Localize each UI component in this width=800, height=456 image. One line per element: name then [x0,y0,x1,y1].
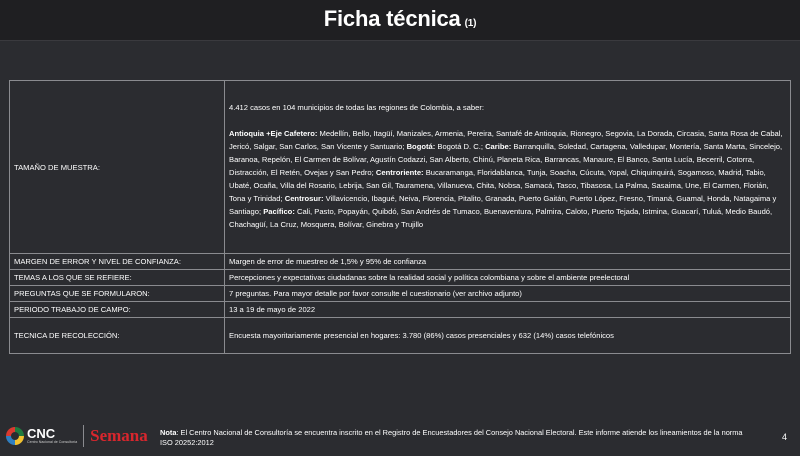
row-label: TECNICA DE RECOLECCIÓN: [10,318,225,354]
table-row [10,270,791,286]
region-municipalities: Villavicencio, Ibagué, Neiva, Florencia, Pitalito, Granada, Puerto Gaitán, Puerto López, Fresno, Timaná, Guamal, Honda, Natagaima y Santiago; [229,194,777,216]
sample-cell [225,81,791,254]
row-value: Percepciones y expectativas ciudadanas sobre la realidad social y política colombiana y sobre el ambiente preelectoral [225,270,791,286]
region-name: Pacífico: [263,207,295,216]
footer-note [160,428,750,448]
table-row [10,286,791,302]
region-name: Antioquia +Eje Cafetero: [229,129,318,138]
row-value: Encuesta mayoritariamente presencial en hogares: 3.780 (86%) casos presenciales y 632 (14%) casos telefónicos [225,318,791,354]
region-name: Centroriente: [375,168,424,177]
sample-intro: 4.412 casos en 104 municipios de todas las regiones de Colombia, a saber: [229,103,484,112]
row-label: MARGEN DE ERROR Y NIVEL DE CONFIANZA: [10,254,225,270]
sample-regions [229,127,786,231]
region-municipalities: Barranquilla, Soledad, Cartagena, Valledupar, Montería, Santa Marta, Sincelejo, Baranoa, Repelón, El Carmen de Bolívar, Agustín Codazzi, San Alberto, Chinú, Planeta Rica, Barrancas, Manaure, El Banco, Santa Lucía, Becerril, Cotorra, Distracción, El Retén, Ovejas y San Pedro; [229,142,783,177]
footer-logos [6,424,148,448]
title-footnote-marker: (1) [464,18,477,29]
region-municipalities: Medellín, Bello, Itagüí, Manizales, Armenia, Pereira, Santafé de Antioquia, Rionegro, Segovia, La Dorada, Circasia, Santa Rosa de Cabal, Jericó, Salgar, San Carlos, San Vicente y Santuario; [229,129,783,151]
cnc-logo [27,427,77,445]
region-name: Bogotá: [406,142,436,151]
row-label: TEMAS A LOS QUE SE REFIERE: [10,270,225,286]
logo-divider [83,425,84,447]
note-label: Nota [160,428,177,437]
region-name: Centrosur: [284,194,324,203]
note-text: : El Centro Nacional de Consultoría se encuentra inscrito en el Registro de Encuestadores del Consejo Nacional Electoral. Este informe atiende los lineamientos de la norma ISO 20252:2012 [160,428,743,447]
row-value: Margen de error de muestreo de 1,5% y 95% de confianza [225,254,791,270]
page-number: 4 [782,432,788,442]
region-municipalities: Bogotá D. C.; [435,142,486,151]
table-row [10,318,791,354]
region-municipalities: Bucaramanga, Floridablanca, Tunja, Soacha, Cúcuta, Yopal, Chiquinquirá, Sogamoso, Madrid, Tabio, Ubaté, Ocaña, Villa del Rosario, Lebrija, San Gil, Tauramena, Villanueva, Chita, Nobsa, Samacá, Tasco, Tibasosa, La Palma, Sasaima, Une, El Carmen, Florián, Tona y Trinidad; [229,168,769,203]
row-value: 13 a 19 de mayo de 2022 [225,302,791,318]
cnc-logo-text: CNC [27,426,56,441]
cnc-logo-icon [6,427,24,445]
table-row-sample [10,81,791,254]
page-title-text: Ficha técnica [323,6,461,31]
sample-label: TAMAÑO DE MUESTRA: [10,81,225,254]
row-value: 7 preguntas. Para mayor detalle por favor consulte el cuestionario (ver archivo adjunto) [225,286,791,302]
row-label: PREGUNTAS QUE SE FORMULARON: [10,286,225,302]
cnc-logo-subtitle: Centro Nacional de Consultoría [27,440,78,444]
header-bar [0,0,800,41]
semana-logo: Semana [90,426,148,445]
region-municipalities: Cali, Pasto, Popayán, Quibdó, San Andrés de Tumaco, Buenaventura, Palmira, Caloto, Puerto Tejada, Istmina, Guacarí, Tuluá, Medio Baudó, Chachagüí, La Cruz, Mosquera, Bolívar, Ginebra y Trujillo [229,207,773,229]
table-row [10,254,791,270]
row-label: PERIODO TRABAJO DE CAMPO: [10,302,225,318]
table-row [10,302,791,318]
technical-sheet-table [9,80,791,354]
region-name: Caribe: [485,142,512,151]
page-title [0,6,800,32]
